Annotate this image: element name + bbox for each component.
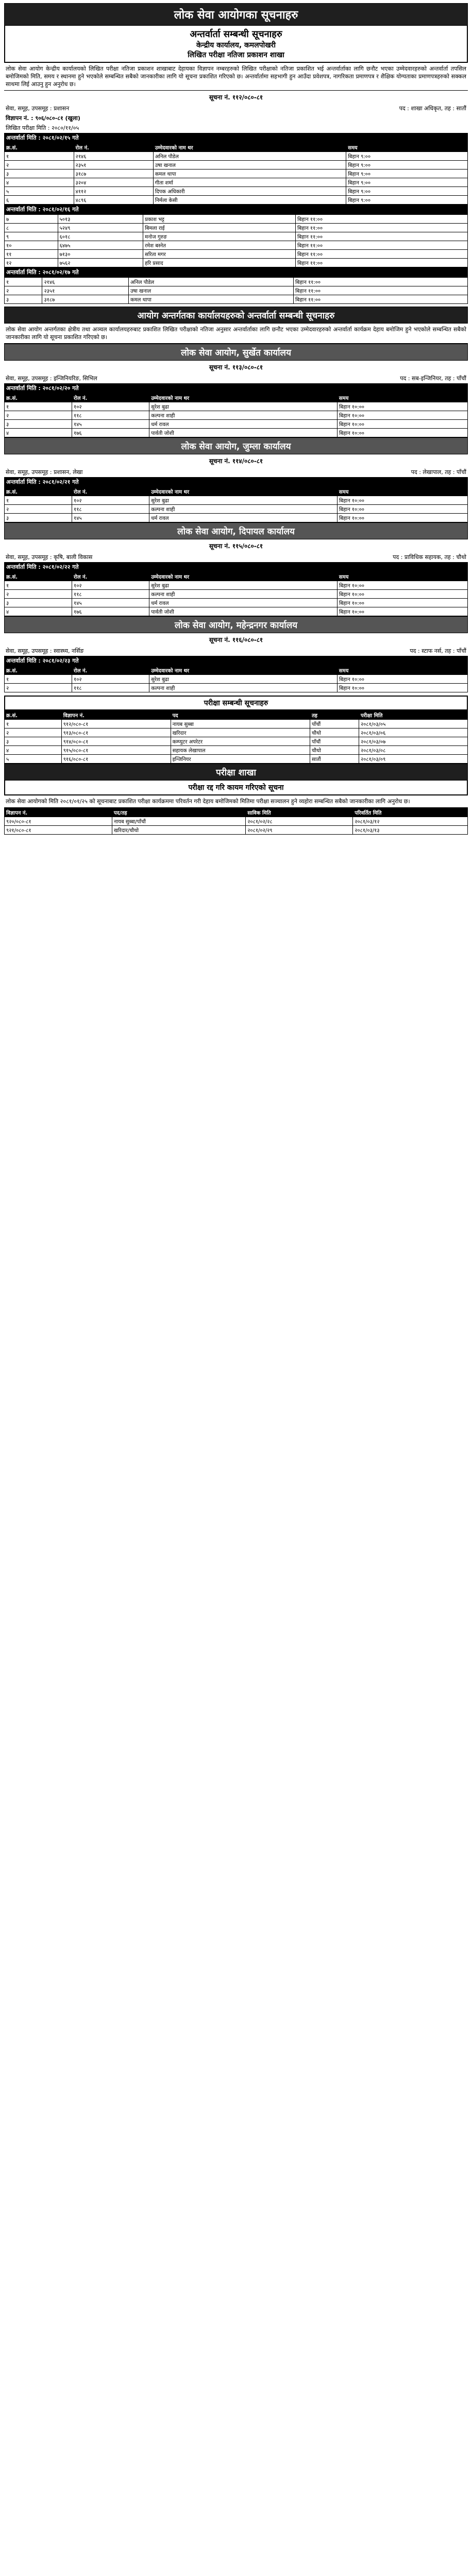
cell-post: सहायक लेखापाल	[171, 746, 310, 755]
office2-title: लोक सेवा आयोग, जुम्ला कार्यालय	[4, 437, 468, 454]
cell-roll: २१४६	[42, 278, 129, 286]
cell-roll: ३१८७	[42, 295, 129, 304]
office4-table	[4, 666, 468, 692]
office2-table	[4, 487, 468, 522]
cell-name: कल्पना शाही	[149, 684, 338, 692]
cell-name: कमल थापा	[128, 295, 293, 304]
block1-group1-label: अन्तर्वार्ता मिति : २०८१/०२/१५ गते	[4, 133, 468, 143]
cell-roll: ३१८७	[74, 170, 153, 178]
cell-roll: ११८	[72, 411, 149, 420]
cell-new: २०८१/०३/१३	[353, 826, 468, 835]
office1-title: लोक सेवा आयोग, सुर्खेत कार्यालय	[4, 344, 468, 361]
table-row	[5, 755, 468, 764]
block1-ad-line: विज्ञापन नं. : ९०६/०८०-८१ (खुला)	[6, 115, 80, 122]
block1-meta-right: पद : शाखा अधिकृत, तह : सातौं	[399, 105, 466, 112]
office1-table	[4, 393, 468, 437]
table-row	[5, 196, 468, 205]
page-title: लोक सेवा आयोगका सूचनाहरु	[4, 3, 468, 26]
cell-old: २०८१/०२/२९	[246, 826, 353, 835]
cell-sn: २	[5, 684, 72, 692]
cell-name: मनोज गुरुङ	[143, 232, 296, 241]
cell-level: चौथो	[310, 728, 359, 737]
col-name: उम्मेदवारको नाम थर	[149, 394, 338, 402]
table-row	[5, 295, 468, 304]
cell-roll: १४५	[72, 514, 149, 522]
notice-page	[4, 0, 468, 835]
cell-sn: १	[5, 278, 42, 286]
cell-name: गीता शर्मा	[153, 178, 346, 187]
table-row	[5, 737, 468, 746]
block1-meta-left: सेवा, समूह, उपसमूह : प्रशासन	[6, 105, 70, 112]
results-title: परीक्षा सम्बन्धी सूचनाहरु	[4, 696, 468, 710]
cell-ad: ९२०/०८०-८१	[5, 817, 112, 826]
block1-ref: सूचना नं. ११२/०८०-८१	[209, 94, 263, 101]
office3-meta-left: सेवा, समूह, उपसमूह : कृषि, बाली विकास	[6, 554, 93, 561]
cell-sn: १०	[5, 241, 58, 250]
footer-subtitle: परीक्षा रद्द गरि कायम गरिएको सूचना	[188, 784, 284, 792]
col-roll: रोल नं.	[74, 143, 153, 152]
cell-time: बिहान ११:००	[294, 295, 468, 304]
table-row	[5, 178, 468, 187]
col-sn: क्र.सं.	[5, 143, 74, 152]
cell-time: बिहान ९:००	[346, 178, 468, 187]
cell-time: बिहान ९:००	[346, 196, 468, 205]
cell-sn: ८	[5, 224, 58, 232]
office2-date: अन्तर्वार्ता मिति : २०८१/०२/२१ गते	[4, 477, 468, 487]
office2-meta-left: सेवा, समूह, उपसमूह : प्रशासन, लेखा	[6, 469, 83, 476]
cell-roll: १०२	[72, 402, 149, 411]
cell-roll: १७६	[72, 429, 149, 437]
office2-meta-right: पद : लेखापाल, तह : पाँचौं	[411, 469, 466, 476]
cell-sn: ११	[5, 250, 58, 259]
col-name: उम्मेदवारको नाम थर	[149, 572, 338, 581]
table-row	[5, 161, 468, 170]
cell-sn: ४	[5, 746, 62, 755]
cell-sn: ७	[5, 215, 58, 224]
footer-subtitle-box	[4, 781, 468, 795]
cell-sn: २	[5, 411, 72, 420]
table-row	[5, 286, 468, 295]
cell-sn: ६	[5, 196, 74, 205]
cell-name: पार्वती जोशी	[149, 429, 338, 437]
footer-title: परीक्षा शाखा	[4, 764, 468, 781]
cell-roll: ६४७५	[58, 241, 143, 250]
cell-name: सरिता मगर	[143, 250, 296, 259]
cell-sn: ३	[5, 420, 72, 429]
table-row	[5, 607, 468, 616]
cell-roll: ७१३०	[58, 250, 143, 259]
office2-ref: सूचना नं. ११४/०८०-८१	[209, 457, 263, 465]
block1-notice: लोक सेवा आयोग केन्द्रीय कार्यालयको लिखित परीक्षा नतिजा प्रकाशन शाखाबाट देहायका विज्ञापन नम्बरहरुको लिखित परीक्षाको नतिजा प्रकाशित भई अन्तर्वार्ताका लागि छनौट भएका उम्मेदवारहरुको अन्तर्वार्ता तपसिल बमोजिमको मिति, समय र स्थानमा हुने भएकोले सम्बन्धित सबैको जानकारीका लागि यो सूचना प्रकाशित गरिएको छ। अन्तर्वार्तामा सहभागी हुन आउँदा प्रवेशपत्र, नागरिकता प्रमाणपत्र र शैक्षिक योग्यताका प्रमाणपत्रहरुको सक्कल साथमा लिई आउनु हुन अनुरोध छ।	[4, 63, 468, 91]
cell-time: बिहान ११:००	[295, 259, 467, 267]
cell-time: बिहान १०:००	[337, 599, 467, 607]
cell-name: दिपक अधिकारी	[153, 187, 346, 196]
cell-roll: १०२	[72, 675, 149, 684]
office1-meta-right: पद : सब-इन्जिनियर, तह : पाँचौं	[400, 375, 466, 382]
cell-time: बिहान १०:००	[337, 590, 467, 599]
office3-date: अन्तर्वार्ता मिति : २०८१/०२/२२ गते	[4, 562, 468, 572]
cell-name: हरि प्रसाद	[143, 259, 296, 267]
cell-time: बिहान १०:००	[337, 505, 467, 514]
cell-time: बिहान १०:००	[337, 514, 467, 522]
col-post: पद	[171, 711, 310, 720]
cell-time: बिहान ९:००	[346, 170, 468, 178]
table-row	[5, 505, 468, 514]
cell-time: बिहान १०:००	[337, 420, 467, 429]
cell-ad: ९१३/०८०-८१	[61, 728, 171, 737]
results-table	[4, 710, 468, 764]
cell-name: धर्म रावल	[149, 514, 338, 522]
block1-subtitle1: केन्द्रीय कार्यालय, कमलपोखरी	[196, 41, 276, 49]
cell-sn: ५	[5, 755, 62, 764]
office4-ref: सूचना नं. ११६/०८०-८१	[209, 636, 263, 643]
cell-new: २०८१/०३/१२	[353, 817, 468, 826]
cell-roll: ५०१३	[58, 215, 143, 224]
office4-meta-right: पद : स्टाफ नर्स, तह : पाँचौं	[410, 648, 466, 654]
col-old: साविक मिति	[246, 808, 353, 817]
block1-titlebox	[4, 26, 468, 63]
office1-date: अन्तर्वार्ता मिति : २०८१/०२/२० गते	[4, 383, 468, 393]
cell-roll: ११८	[72, 505, 149, 514]
cell-name: अनिल पौडेल	[128, 278, 293, 286]
block1-date-line: लिखित परीक्षा मिति : २०८०/११/०५	[6, 125, 79, 131]
col-new: परिवर्तित मिति	[353, 808, 468, 817]
col-sn: क्र.सं.	[5, 487, 72, 496]
cell-name: धर्म रावल	[149, 599, 338, 607]
cell-name: निर्मला केसी	[153, 196, 346, 205]
cell-roll: २३५१	[74, 161, 153, 170]
cell-name: सुरेश बुढा	[149, 675, 338, 684]
cell-time: बिहान ११:००	[295, 224, 467, 232]
office3-meta	[4, 552, 468, 562]
cell-time: बिहान ११:००	[295, 250, 467, 259]
cell-roll: ११८	[72, 684, 149, 692]
cell-level: पाँचौं	[310, 737, 359, 746]
cell-roll: ५२४९	[58, 224, 143, 232]
cell-time: बिहान ११:००	[294, 278, 468, 286]
office3-ref: सूचना नं. ११५/०८०-८१	[209, 543, 263, 550]
table-row	[5, 429, 468, 437]
block1-meta	[4, 104, 468, 113]
col-sn: क्र.सं.	[5, 394, 72, 402]
cell-name: पार्वती जोशी	[149, 607, 338, 616]
cell-name: धर्म रावल	[149, 420, 338, 429]
cell-sn: ३	[5, 514, 72, 522]
cell-time: बिहान ११:००	[295, 241, 467, 250]
table-row	[5, 170, 468, 178]
cell-time: बिहान १०:००	[337, 675, 467, 684]
cell-sn: १	[5, 152, 74, 161]
table-row	[5, 250, 468, 259]
table-row	[5, 817, 468, 826]
cell-name: बिमला राई	[143, 224, 296, 232]
cell-roll: ४८९६	[74, 196, 153, 205]
cell-date: २०८१/०३/०८	[359, 746, 467, 755]
cell-time: बिहान १०:००	[337, 402, 467, 411]
cell-roll: १७६	[72, 607, 149, 616]
table-row	[5, 728, 468, 737]
cell-ad: ९१२/०८०-८१	[61, 720, 171, 728]
cell-name: कल्पना शाही	[149, 411, 338, 420]
col-ad: विज्ञापन नं.	[5, 808, 112, 817]
table-row	[5, 259, 468, 267]
office3-meta-right: पद : प्राविधिक सहायक, तह : चौथो	[393, 554, 466, 561]
cell-name: कल्पना शाही	[149, 505, 338, 514]
table-row	[5, 746, 468, 755]
cell-sn: ९	[5, 232, 58, 241]
cell-roll: २३५१	[42, 286, 129, 295]
office3-title: लोक सेवा आयोग, दिपायल कार्यालय	[4, 522, 468, 539]
cell-name: प्रकाश भट्ट	[143, 215, 296, 224]
table-row	[5, 232, 468, 241]
cell-sn: ३	[5, 170, 74, 178]
table-row	[5, 187, 468, 196]
col-time: समय	[337, 394, 467, 402]
cell-name: उषा खनाल	[153, 161, 346, 170]
block1-table-b	[4, 214, 468, 267]
table-row	[5, 152, 468, 161]
table-row	[5, 411, 468, 420]
cell-time: बिहान ९:००	[346, 161, 468, 170]
cell-post: इन्जिनियर	[171, 755, 310, 764]
block1-subtitle2: लिखित परीक्षा नतिजा प्रकाशन शाखा	[188, 51, 284, 59]
office4-meta	[4, 646, 468, 656]
cell-time: बिहान ९:००	[346, 187, 468, 196]
col-time: समय	[337, 487, 467, 496]
cell-time: बिहान १०:००	[337, 684, 467, 692]
cell-time: बिहान ११:००	[295, 232, 467, 241]
col-sn: क्र.सं.	[5, 666, 72, 675]
cell-name: रमेश बस्नेत	[143, 241, 296, 250]
office3-table	[4, 572, 468, 616]
cell-time: बिहान ९:००	[346, 152, 468, 161]
table-row	[5, 514, 468, 522]
cell-sn: ४	[5, 607, 72, 616]
cell-post: नायब सुब्बा/पाँचौं	[112, 817, 245, 826]
col-time: समय	[337, 666, 467, 675]
cell-roll: ६०१८	[58, 232, 143, 241]
cell-sn: ३	[5, 737, 62, 746]
cell-time: बिहान १०:००	[337, 411, 467, 420]
cell-sn: २	[5, 161, 74, 170]
col-time: समय	[346, 143, 468, 152]
col-sn: क्र.सं.	[5, 711, 62, 720]
cell-date: २०८१/०३/०६	[359, 728, 467, 737]
cell-time: बिहान १०:००	[337, 607, 467, 616]
office4-title: लोक सेवा आयोग, महेन्द्रनगर कार्यालय	[4, 616, 468, 633]
cell-time: बिहान १०:००	[337, 496, 467, 505]
col-post: पद/तह	[112, 808, 245, 817]
cell-roll: १०२	[72, 581, 149, 590]
footer-table	[4, 808, 468, 835]
col-time: समय	[337, 572, 467, 581]
cell-name: सुरेश बुढा	[149, 496, 338, 505]
table-row	[5, 599, 468, 607]
cell-name: सुरेश बुढा	[149, 581, 338, 590]
cell-name: उषा खनाल	[128, 286, 293, 295]
cell-sn: १२	[5, 259, 58, 267]
col-roll: रोल नं.	[72, 394, 149, 402]
cell-time: बिहान ११:००	[295, 215, 467, 224]
office4-meta-left: सेवा, समूह, उपसमूह : स्वास्थ्य, नर्सिङ	[6, 648, 84, 654]
col-name: उम्मेदवारको नाम थर	[149, 487, 338, 496]
office1-meta-left: सेवा, समूह, उपसमूह : इन्जिनियरिङ, सिभिल	[6, 375, 97, 382]
cell-time: बिहान १०:००	[337, 581, 467, 590]
table-row	[5, 496, 468, 505]
cell-roll: १४५	[72, 420, 149, 429]
col-roll: रोल नं.	[72, 666, 149, 675]
col-ad: विज्ञापन नं.	[61, 711, 171, 720]
cell-ad: ९२१/०८०-८१	[5, 826, 112, 835]
table-row	[5, 215, 468, 224]
cell-sn: १	[5, 496, 72, 505]
cell-date: २०८१/०३/०५	[359, 720, 467, 728]
cell-date: २०८१/०३/०७	[359, 737, 467, 746]
cell-sn: २	[5, 505, 72, 514]
table-row	[5, 278, 468, 286]
table-row	[5, 826, 468, 835]
office1-ref: सूचना नं. ११३/०८०-८१	[209, 364, 263, 371]
table-row	[5, 241, 468, 250]
cell-sn: ३	[5, 295, 42, 304]
col-date: परीक्षा मिति	[359, 711, 467, 720]
cell-post: नायब सुब्बा	[171, 720, 310, 728]
cell-ad: ९१५/०८०-८१	[61, 746, 171, 755]
table-row	[5, 224, 468, 232]
cell-roll: २१४६	[74, 152, 153, 161]
block1-table-a	[4, 143, 468, 205]
col-roll: रोल नं.	[72, 487, 149, 496]
block1-table-c	[4, 277, 468, 304]
block2-title: आयोग अन्तर्गतका कार्यालयहरुको अन्तर्वार्ता सम्बन्धी सूचनाहरु	[4, 307, 468, 324]
cell-old: २०८१/०२/२८	[246, 817, 353, 826]
cell-sn: ५	[5, 187, 74, 196]
block2-notice: लोक सेवा आयोग अन्तर्गतका क्षेत्रीय तथा अञ्चल कार्यालयहरुबाट प्रकाशित लिखित परीक्षाको नतिजा अनुसार अन्तर्वार्ताका लागि छनौट भएका उम्मेदवारहरुको अन्तर्वार्ता कार्यक्रम देहाय बमोजिम हुने भएकोले सम्बन्धित सबैको जानकारीका लागि यो सूचना प्रकाशित गरिएको छ।	[4, 324, 468, 344]
cell-sn: २	[5, 286, 42, 295]
cell-sn: २	[5, 590, 72, 599]
cell-post: खरिदार	[171, 728, 310, 737]
cell-name: कल्पना शाही	[149, 590, 338, 599]
cell-roll: १०२	[72, 496, 149, 505]
block1-group3-label: अन्तर्वार्ता मिति : २०८१/०२/१७ गते	[4, 267, 468, 277]
cell-name: अनिल पौडेल	[153, 152, 346, 161]
cell-ad: ९१६/०८०-८१	[61, 755, 171, 764]
office4-date: अन्तर्वार्ता मिति : २०८१/०२/२३ गते	[4, 656, 468, 666]
cell-level: पाँचौं	[310, 720, 359, 728]
table-row	[5, 720, 468, 728]
col-level: तह	[310, 711, 359, 720]
cell-roll: ७५६२	[58, 259, 143, 267]
cell-sn: ४	[5, 178, 74, 187]
table-row	[5, 684, 468, 692]
cell-time: बिहान ११:००	[294, 286, 468, 295]
col-name: उम्मेदवारको नाम थर	[149, 666, 338, 675]
cell-level: सातौं	[310, 755, 359, 764]
cell-roll: १४५	[72, 599, 149, 607]
table-row	[5, 402, 468, 411]
cell-post: खरिदार/चौथो	[112, 826, 245, 835]
cell-name: कमल थापा	[153, 170, 346, 178]
cell-date: २०८१/०३/०९	[359, 755, 467, 764]
table-row	[5, 590, 468, 599]
cell-roll: ३२०४	[74, 178, 153, 187]
cell-sn: १	[5, 581, 72, 590]
cell-sn: ४	[5, 429, 72, 437]
cell-sn: १	[5, 720, 62, 728]
col-sn: क्र.सं.	[5, 572, 72, 581]
cell-post: कम्प्युटर अपरेटर	[171, 737, 310, 746]
cell-sn: २	[5, 728, 62, 737]
table-row	[5, 581, 468, 590]
office2-meta	[4, 467, 468, 477]
block1-title: अन्तर्वार्ता सम्बन्धी सूचनाहरु	[190, 29, 282, 40]
cell-roll: ११८	[72, 590, 149, 599]
cell-ad: ९१४/०८०-८१	[61, 737, 171, 746]
cell-sn: ३	[5, 599, 72, 607]
cell-time: बिहान १०:००	[337, 429, 467, 437]
table-row	[5, 675, 468, 684]
cell-roll: ४११२	[74, 187, 153, 196]
cell-level: चौथो	[310, 746, 359, 755]
block1-group2-label: अन्तर्वार्ता मिति : २०८१/०२/१६ गते	[4, 205, 468, 214]
cell-sn: १	[5, 675, 72, 684]
col-roll: रोल नं.	[72, 572, 149, 581]
col-name: उम्मेदवारको नाम थर	[153, 143, 346, 152]
office1-meta	[4, 374, 468, 383]
table-row	[5, 420, 468, 429]
cell-sn: १	[5, 402, 72, 411]
footer-notice: लोक सेवा आयोगको मिति २०८१/०१/२५ को सूचनाबाट प्रकाशित परीक्षा कार्यक्रममा परिवर्तन गरी देहाय बमोजिमको मितिमा परीक्षा सञ्चालन हुने व्यहोरा सम्बन्धित सबैको जानकारीका लागि अनुरोध छ।	[4, 795, 468, 808]
cell-name: सुरेश बुढा	[149, 402, 338, 411]
